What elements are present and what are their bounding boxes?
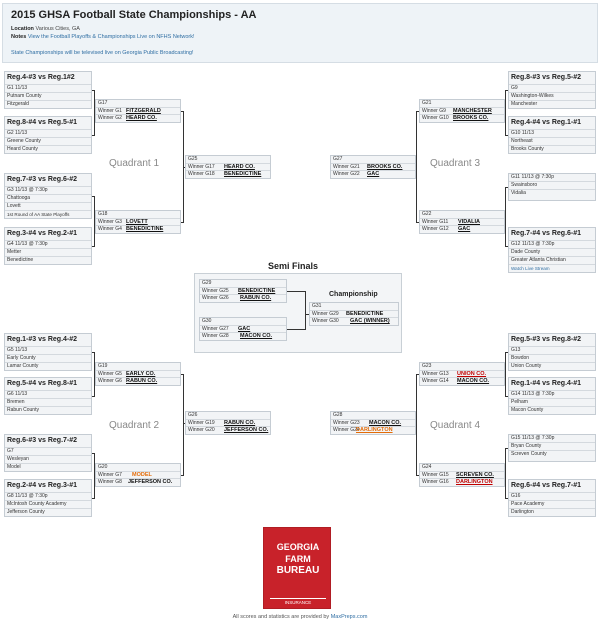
second-round-g19[interactable] — [95, 362, 181, 386]
advancing-team[interactable]: BENEDICTINE — [126, 226, 164, 232]
quadrant-3-label: Quadrant 3 — [430, 158, 481, 169]
bracket-slot[interactable] — [420, 478, 504, 485]
bracket-slot[interactable] — [420, 377, 504, 384]
game-id: G18 — [98, 211, 108, 217]
team-name[interactable]: Screven County — [509, 450, 595, 458]
team-name[interactable]: Fitzgerald — [5, 100, 91, 108]
bracket-connector — [94, 453, 95, 499]
bracket-slot[interactable] — [420, 114, 504, 121]
quadrant-2-label: Quadrant 2 — [109, 420, 160, 431]
matchup-heading: Reg.6-#4 vs Reg.7-#1 — [511, 482, 582, 489]
team-name[interactable]: Bremen — [5, 398, 91, 406]
bracket-connector — [183, 423, 185, 424]
advancing-team[interactable]: DARLINGTON — [456, 479, 493, 485]
bracket-header — [2, 3, 598, 63]
team-name[interactable]: Greater Atlanta Christian — [509, 256, 595, 264]
game-id: G27 — [333, 156, 343, 162]
advancing-team[interactable]: MODEL — [132, 472, 152, 478]
quarter-final-g25[interactable] — [185, 155, 271, 179]
bracket-slot[interactable] — [310, 317, 398, 324]
bracket-slot[interactable] — [420, 107, 504, 114]
team-name[interactable]: Macon County — [509, 406, 595, 414]
bracket-connector — [287, 329, 305, 330]
team-name[interactable]: Lovett — [5, 202, 91, 210]
nfhs-network-link[interactable]: View the Football Playoffs & Championships Live on NFHS Network! — [27, 34, 195, 40]
team-name[interactable]: Union County — [509, 362, 595, 370]
slot-label: Winner G3 — [98, 219, 122, 225]
advancing-team[interactable]: HEARD CO. — [224, 164, 255, 170]
second-round-g21[interactable] — [419, 99, 505, 123]
slot-label: Winner G18 — [188, 171, 215, 177]
game-id: G17 — [98, 100, 108, 106]
first-round-game-4[interactable] — [4, 227, 92, 265]
first-round-game-13[interactable] — [508, 333, 596, 371]
slot-label: Winner G5 — [98, 371, 122, 377]
team-name[interactable]: Benedictine — [5, 256, 91, 264]
slot-label: Winner G15 — [422, 472, 449, 478]
first-round-game-5[interactable] — [4, 333, 92, 371]
bracket-slot[interactable] — [420, 225, 504, 232]
advancing-team[interactable]: FITZGERALD — [126, 108, 161, 114]
quarter-final-g28[interactable] — [330, 411, 416, 435]
slot-label: Winner G27 — [202, 326, 229, 332]
advancing-team[interactable]: GAC — [367, 171, 380, 177]
game-info: G13 — [509, 346, 595, 354]
team-name[interactable]: Lamar County — [5, 362, 91, 370]
round-note: 1st Round of AA State Playoffs — [5, 210, 91, 218]
bracket-slot[interactable] — [200, 325, 286, 332]
georgia-farm-bureau-logo[interactable] — [263, 527, 331, 609]
slot-label: Winner G8 — [98, 479, 122, 485]
bracket-connector — [416, 374, 417, 476]
game-info: G2 11/13 — [5, 129, 91, 137]
team-name[interactable]: Brooks County — [509, 145, 595, 153]
advancing-team[interactable]: BROOKS CO. — [367, 164, 403, 170]
slot-label: Winner G10 — [422, 115, 449, 121]
slot-label: Winner G14 — [422, 378, 449, 384]
game-info: G15 11/13 @ 7:30p — [511, 435, 555, 441]
advancing-team[interactable]: LOVETT — [126, 219, 148, 225]
bracket-slot[interactable] — [96, 478, 180, 485]
slot-label: Winner G23 — [333, 420, 360, 426]
slot-label: Winner G25 — [202, 288, 229, 294]
advancing-team[interactable]: JEFFERSON CO. — [224, 427, 269, 433]
team-name[interactable]: Washington-Wilkes — [509, 92, 595, 100]
game-id: G22 — [422, 211, 432, 217]
slot-label: Winner G24 — [333, 427, 360, 433]
bracket-connector — [183, 167, 185, 168]
logo-text: GEORGIA — [276, 542, 320, 552]
second-round-g17[interactable] — [95, 99, 181, 123]
bracket-connector — [94, 90, 95, 136]
matchup-heading: Reg.8-#4 vs Reg.5-#1 — [7, 119, 78, 126]
advancing-team[interactable]: EARLY CO. — [126, 371, 156, 377]
finalist-team[interactable]: BENEDICTINE — [346, 311, 384, 317]
first-round-game-8[interactable] — [4, 479, 92, 517]
bracket-slot[interactable] — [186, 170, 270, 177]
slot-label: Winner G2 — [98, 115, 122, 121]
notes-label: Notes — [11, 34, 27, 40]
game-id: G29 — [202, 280, 212, 286]
advancing-team[interactable]: MANCHESTER — [453, 108, 492, 114]
game-info: G12 11/13 @ 7:30p — [509, 240, 595, 248]
bracket-slot[interactable] — [200, 294, 286, 301]
game-info: G3 11/13 @ 7:30p — [5, 186, 91, 194]
bracket-slot[interactable] — [331, 170, 415, 177]
game-info: G4 11/13 @ 7:30p — [5, 240, 91, 248]
second-round-g18[interactable] — [95, 210, 181, 234]
team-name[interactable]: McIntosh County Academy — [5, 500, 91, 508]
matchup-heading: Reg.1-#4 vs Reg.4-#1 — [511, 380, 582, 387]
team-name[interactable]: Chattooga — [5, 194, 91, 202]
championship-title: Championship — [329, 291, 378, 298]
team-name[interactable]: Darlington — [509, 508, 595, 516]
game-info: G11 11/13 @ 7:30p — [511, 174, 554, 180]
team-name[interactable]: Model — [5, 463, 91, 471]
matchup-heading: Reg.5-#3 vs Reg.8-#2 — [511, 336, 582, 343]
first-round-game-1[interactable] — [4, 71, 92, 109]
slot-label: Winner G28 — [202, 333, 229, 339]
bracket-connector — [305, 291, 306, 330]
advancing-team[interactable]: MACON CO. — [369, 420, 402, 426]
game-id: G21 — [422, 100, 432, 106]
game-info: G1 11/13 — [5, 84, 91, 92]
second-round-g20[interactable] — [95, 463, 181, 487]
first-round-game-3[interactable] — [4, 173, 92, 219]
notes-line — [11, 34, 195, 40]
footer-text: All scores and statistics are provided by — [232, 614, 330, 620]
logo-subtext: INSURANCE — [270, 598, 326, 606]
first-round-game-15[interactable] — [508, 434, 596, 462]
slot-label: Winner G16 — [422, 479, 449, 485]
bracket-connector — [505, 448, 506, 499]
advancing-team[interactable]: BENEDICTINE — [224, 171, 262, 177]
bracket-connector — [183, 374, 184, 476]
bracket-slot[interactable] — [96, 377, 180, 384]
maxpreps-link[interactable]: MaxPreps.com — [330, 614, 368, 620]
game-id: G19 — [98, 363, 108, 369]
slot-label: Winner G9 — [422, 108, 446, 114]
matchup-heading: Reg.1-#3 vs Reg.4-#2 — [7, 336, 78, 343]
game-id: G26 — [188, 412, 198, 418]
team-name[interactable]: Metter — [5, 248, 91, 256]
game-info: G10 11/13 — [509, 129, 595, 137]
bracket-slot[interactable] — [186, 426, 270, 433]
team-name[interactable]: Greene County — [5, 137, 91, 145]
slot-label: Winner G29 — [312, 311, 339, 317]
team-name[interactable]: Putnam County — [5, 92, 91, 100]
first-round-game-6[interactable] — [4, 377, 92, 415]
bracket-slot[interactable] — [331, 419, 415, 426]
game-id: G25 — [188, 156, 198, 162]
team-name[interactable]: Bowdon — [509, 354, 595, 362]
bracket-slot[interactable] — [420, 471, 504, 478]
location-value: Various Cities, GA — [35, 26, 80, 32]
slot-label: Winner G12 — [422, 226, 449, 232]
bracket-slot[interactable] — [96, 107, 180, 114]
matchup-heading: Reg.7-#3 vs Reg.6-#2 — [7, 176, 78, 183]
advancing-team[interactable]: SCREVEN CO. — [456, 472, 494, 478]
bracket-slot[interactable] — [331, 163, 415, 170]
first-round-game-2[interactable] — [4, 116, 92, 154]
advancing-team[interactable]: UNION CO. — [457, 371, 487, 377]
game-info: G8 11/13 @ 7:30p — [5, 492, 91, 500]
bracket-connector — [505, 187, 506, 247]
team-name[interactable]: Manchester — [509, 100, 595, 108]
team-name[interactable]: Northeast — [509, 137, 595, 145]
game-info: G9 — [509, 84, 595, 92]
game-id: G24 — [422, 464, 432, 470]
game-id: G23 — [422, 363, 432, 369]
slot-label: Winner G22 — [333, 171, 360, 177]
bracket-slot[interactable] — [96, 370, 180, 377]
team-name[interactable]: Jefferson County — [5, 508, 91, 516]
bracket-connector — [305, 314, 309, 315]
bracket-slot[interactable] — [420, 218, 504, 225]
quadrant-1-label: Quadrant 1 — [109, 158, 160, 169]
game-info: G14 11/13 @ 7:30p — [509, 390, 595, 398]
game-info: G16 — [509, 492, 595, 500]
location-line — [11, 26, 80, 32]
bracket-slot[interactable] — [200, 332, 286, 339]
team-name[interactable]: Pelham — [509, 398, 595, 406]
matchup-heading: Reg.4-#4 vs Reg.1-#1 — [511, 119, 582, 126]
bracket-slot[interactable] — [331, 426, 415, 433]
game-id: G28 — [333, 412, 343, 418]
second-round-g24[interactable] — [419, 463, 505, 487]
matchup-heading: Reg.2-#4 vs Reg.3-#1 — [7, 482, 78, 489]
matchup-heading: Reg.7-#4 vs Reg.6-#1 — [511, 230, 582, 237]
game-info: G7 — [5, 447, 91, 455]
page-title: 2015 GHSA Football State Championships - AA — [11, 9, 257, 21]
matchup-heading: Reg.4-#3 vs Reg.1#2 — [7, 74, 75, 81]
location-label: Location — [11, 26, 34, 32]
slot-label: Winner G13 — [422, 371, 449, 377]
watch-live-stream-link[interactable]: Watch Live Stream — [509, 264, 595, 272]
second-round-g22[interactable] — [419, 210, 505, 234]
slot-label: Winner G30 — [312, 318, 339, 324]
bracket-slot[interactable] — [96, 218, 180, 225]
slot-label: Winner G19 — [188, 420, 215, 426]
game-id: G20 — [98, 464, 108, 470]
team-name[interactable]: Bryan County — [509, 442, 595, 450]
champion-team[interactable]: GAC (WINNER) — [350, 318, 390, 324]
bracket-slot[interactable] — [186, 163, 270, 170]
bracket-slot[interactable] — [310, 310, 398, 317]
advancing-team[interactable]: GAC — [238, 326, 251, 332]
advancing-team[interactable]: MACON CO. — [457, 378, 490, 384]
bracket-slot[interactable] — [96, 225, 180, 232]
semi-final-g30[interactable] — [199, 317, 287, 341]
championship-g31[interactable] — [309, 302, 399, 326]
bracket-slot[interactable] — [96, 114, 180, 121]
advancing-team[interactable]: BENEDICTINE — [238, 288, 276, 294]
bracket-connector — [416, 111, 417, 223]
game-info: G5 11/13 — [5, 346, 91, 354]
advancing-team[interactable]: BROOKS CO. — [453, 115, 489, 121]
advancing-team[interactable]: MACON CO. — [240, 333, 273, 339]
matchup-heading: Reg.8-#3 vs Reg.5-#2 — [511, 74, 582, 81]
first-round-game-14[interactable] — [508, 377, 596, 415]
bracket-slot[interactable] — [420, 370, 504, 377]
second-round-g23[interactable] — [419, 362, 505, 386]
bracket-connector — [505, 352, 506, 397]
bracket-slot[interactable] — [96, 471, 180, 478]
team-name[interactable]: Wesleyan — [5, 455, 91, 463]
team-name[interactable]: Heard County — [5, 145, 91, 153]
game-info: G6 11/13 — [5, 390, 91, 398]
logo-text: FARM — [285, 554, 311, 564]
matchup-heading: Reg.6-#3 vs Reg.7-#2 — [7, 437, 78, 444]
game-id: G31 — [312, 303, 322, 309]
bracket-connector — [94, 352, 95, 397]
bracket-connector — [505, 90, 506, 136]
bracket-connector — [287, 291, 305, 292]
advancing-team[interactable]: GAC — [458, 226, 471, 232]
team-name[interactable]: Pace Academy — [509, 500, 595, 508]
slot-label: Winner G1 — [98, 108, 122, 114]
advancing-team[interactable]: RABUN CO. — [126, 378, 158, 384]
first-round-game-12[interactable] — [508, 227, 596, 273]
bracket-slot[interactable] — [186, 419, 270, 426]
advancing-team[interactable]: RABUN CO. — [240, 295, 272, 301]
semi-final-g29[interactable] — [199, 279, 287, 303]
team-name[interactable]: Dade County — [509, 248, 595, 256]
logo-text: BUREAU — [276, 565, 320, 576]
slot-label: Winner G21 — [333, 164, 360, 170]
team-name[interactable]: Early County — [5, 354, 91, 362]
slot-label: Winner G17 — [188, 164, 215, 170]
team-name[interactable]: Vidalia — [509, 189, 595, 197]
first-round-game-9[interactable] — [508, 71, 596, 109]
team-name[interactable]: Swainsboro — [509, 181, 595, 189]
slot-label: Winner G20 — [188, 427, 215, 433]
first-round-game-16[interactable] — [508, 479, 596, 517]
matchup-heading: Reg.3-#4 vs Reg.2-#1 — [7, 230, 78, 237]
advancing-team[interactable]: JEFFERSON CO. — [128, 479, 173, 485]
team-name[interactable]: Rabun County — [5, 406, 91, 414]
first-round-game-11[interactable] — [508, 173, 596, 201]
slot-label: Winner G11 — [422, 219, 449, 225]
advancing-team[interactable]: VIDALIA — [458, 219, 480, 225]
slot-label: Winner G4 — [98, 226, 122, 232]
footer — [0, 614, 600, 620]
advancing-team[interactable]: DARLINGTON — [356, 427, 393, 433]
game-id: G30 — [202, 318, 212, 324]
semi-finals-title: Semi Finals — [268, 261, 319, 271]
slot-label: Winner G6 — [98, 378, 122, 384]
first-round-game-7[interactable] — [4, 434, 92, 472]
slot-label: Winner G26 — [202, 295, 229, 301]
quarter-final-g27[interactable] — [330, 155, 416, 179]
bracket-slot[interactable] — [200, 287, 286, 294]
first-round-game-10[interactable] — [508, 116, 596, 154]
advancing-team[interactable]: HEARD CO. — [126, 115, 157, 121]
quadrant-4-label: Quadrant 4 — [430, 420, 481, 431]
bracket-connector — [94, 196, 95, 247]
quarter-final-g26[interactable] — [185, 411, 271, 435]
gpb-notice: State Championships will be televised live on Georgia Public Broadcasting! — [11, 50, 194, 56]
advancing-team[interactable]: RABUN CO. — [224, 420, 256, 426]
matchup-heading: Reg.5-#4 vs Reg.8-#1 — [7, 380, 78, 387]
slot-label: Winner G7 — [98, 472, 122, 478]
